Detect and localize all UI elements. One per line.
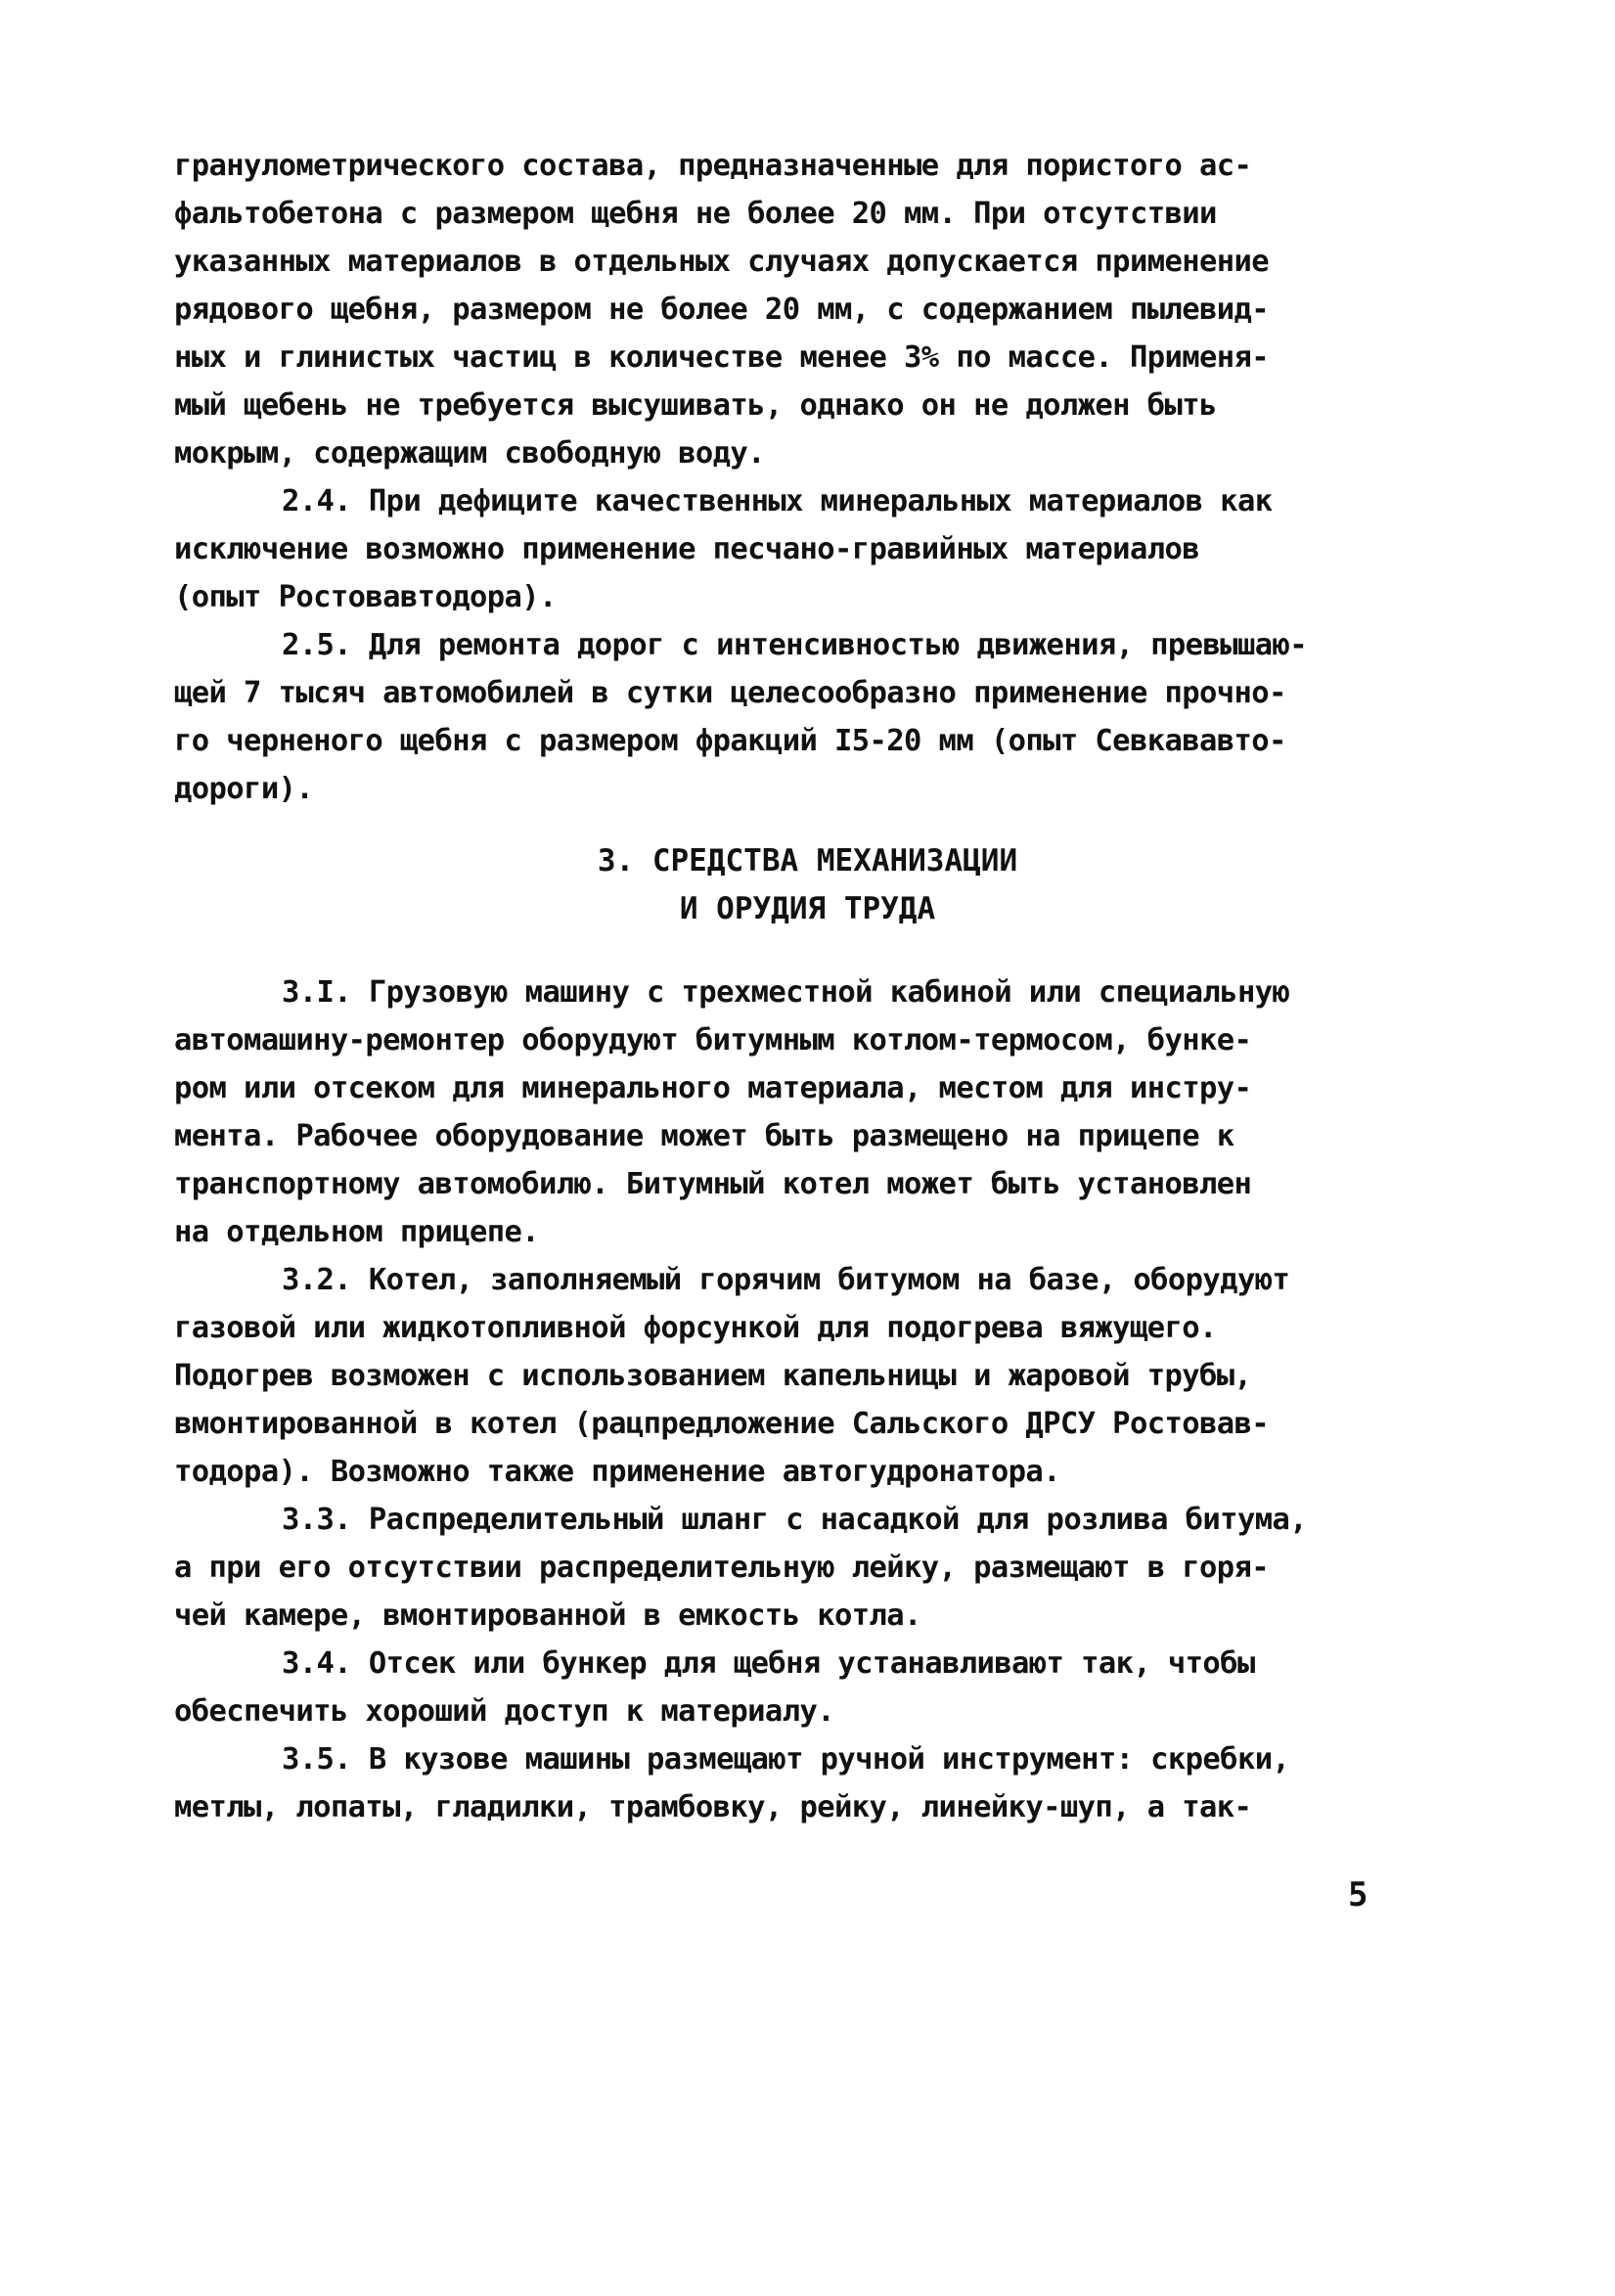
text-line: тодора). Возможно также применение автогудронатора.	[174, 1455, 1060, 1489]
text-line: транспортному автомобилю. Битумный котел может быть установлен	[174, 1167, 1252, 1201]
section-heading	[0, 837, 1615, 933]
paragraph-3-2-start: 3.2. Котел, заполняемый горячим битумом на базе, оборудуют	[282, 1263, 1290, 1297]
paragraph-3-4-start: 3.4. Отсек или бункер для щебня устанавливают так, чтобы	[282, 1646, 1255, 1681]
text-line: дороги).	[174, 772, 314, 806]
text-line: мента. Рабочее оборудование может быть размещено на прицепе к	[174, 1119, 1234, 1153]
text-line: обеспечить хороший доступ к материалу.	[174, 1694, 834, 1729]
text-line: исключение возможно применение песчано-гравийных материалов	[174, 532, 1199, 566]
body-text-top	[174, 142, 1436, 813]
paragraph-3-1-start: 3.I. Грузовую машину с трехместной кабиной или специальную	[282, 975, 1290, 1010]
paragraph-3-3-start: 3.3. Распределительный шланг с насадкой для розлива битума,	[282, 1503, 1307, 1537]
page-number: 5	[1348, 1875, 1368, 1914]
text-line: вмонтированной в котел (рацпредложение Сальского ДРСУ Ростовав-	[174, 1407, 1270, 1441]
text-line: ром или отсеком для минерального материала, местом для инстру-	[174, 1071, 1252, 1105]
text-line: а при его отсутствии распределительную лейку, размещают в горя-	[174, 1551, 1270, 1585]
text-line: Подогрев возможен с использованием капельницы и жаровой трубы,	[174, 1359, 1252, 1393]
text-line: фальтобетона с размером щебня не более 20 мм. При отсутствии	[174, 197, 1217, 231]
text-line: гранулометрического состава, предназначенные для пористого ас-	[174, 149, 1252, 183]
paragraph-2-5-start: 2.5. Для ремонта дорог с интенсивностью движения, превышаю-	[282, 628, 1307, 662]
text-line: метлы, лопаты, гладилки, трамбовку, рейку, линейку-шуп, а так-	[174, 1790, 1252, 1824]
text-line: на отдельном прицепе.	[174, 1215, 540, 1249]
body-text-bottom	[174, 968, 1436, 1831]
text-line: газовой или жидкотопливной форсункой для подогрева вяжущего.	[174, 1311, 1217, 1345]
text-line: (опыт Ростовавтодора).	[174, 580, 557, 614]
text-line: указанных материалов в отдельных случаях допускается применение	[174, 245, 1270, 279]
text-line: го черненого щебня с размером фракций I5-20 мм (опыт Севкававто-	[174, 724, 1286, 758]
text-line: щей 7 тысяч автомобилей в сутки целесообразно применение прочно-	[174, 676, 1286, 710]
text-line: мокрым, содержащим свободную воду.	[174, 436, 765, 471]
text-line: автомашину-ремонтер оборудуют битумным котлом-термосом, бунке-	[174, 1023, 1252, 1058]
text-line: чей камере, вмонтированной в емкость котла.	[174, 1598, 921, 1633]
text-line: ных и глинистых частиц в количестве менее 3% по массе. Применя-	[174, 340, 1270, 375]
section-heading-line-1: 3. СРЕДСТВА МЕХАНИЗАЦИИ	[597, 843, 1018, 878]
paragraph-2-4-start: 2.4. При дефиците качественных минеральных материалов как	[282, 484, 1273, 518]
section-heading-line-2: И ОРУДИЯ ТРУДА	[679, 891, 936, 926]
text-line: рядового щебня, размером не более 20 мм, с содержанием пылевид-	[174, 293, 1270, 327]
text-line: мый щебень не требуется высушивать, однако он не должен быть	[174, 388, 1217, 423]
paragraph-3-5-start: 3.5. В кузове машины размещают ручной инструмент: скребки,	[282, 1742, 1290, 1777]
